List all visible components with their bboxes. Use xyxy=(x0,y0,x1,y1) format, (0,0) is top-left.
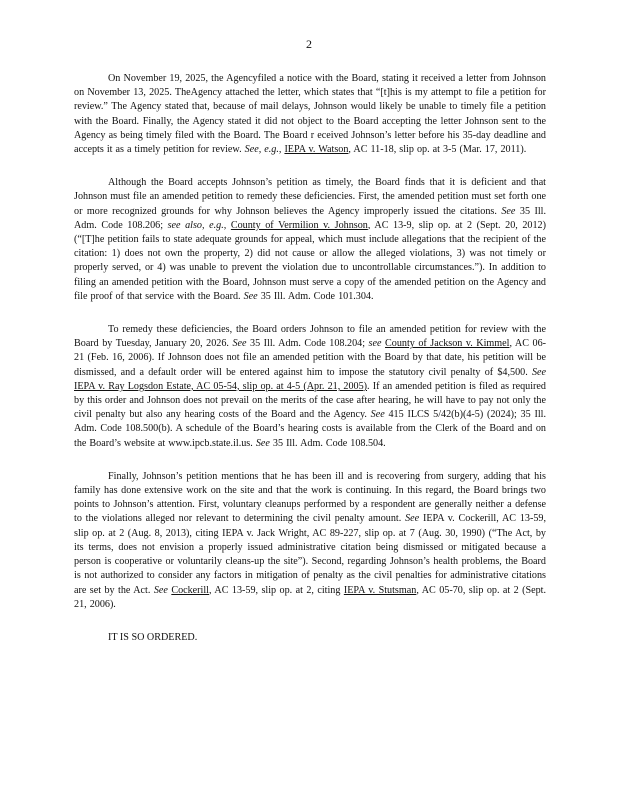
citation-signal: See xyxy=(501,205,516,217)
paragraph-remedy-deadline xyxy=(74,323,546,451)
paragraph-text-run: , AC 13-9, slip op. at 2 (Sept. 20, 2012) (“[T]he petition fails to state adequate grounds for appeal, which must include allegations that the recipient of the citation: 1) does not own the property, 2) did not cause or allow the alleged violations, 3) was not timely or properly served, or 4) was unable to prevent the violation due to uncontrollable circumstances.”). In addition to filing an amended petition with the Board, Johnson must serve a copy of the amended petition on the Agency and file proof of that service with the Board. xyxy=(74,219,546,302)
paragraph-text-run: . If an amended petition is filed as required by this order and Johnson does not prevail on the merits of the case after hearing, he will have to pay not only the civil penalty but also any hearing costs of the Board and the Agency. xyxy=(74,380,546,421)
paragraph-text-run: 35 Ill. Adm. Code 108.204; xyxy=(246,338,369,350)
paragraph-text-run: , AC 13-59, slip op. at 2, citing xyxy=(209,584,344,596)
citation-signal: See xyxy=(531,366,546,378)
paragraph-text-run: , AC 05-70, slip op. at 2 (Sept. 21, 2006). xyxy=(74,584,547,610)
case-citation: IEPA v. Stutsman xyxy=(343,584,417,596)
paragraph-text-run: 35 Ill. Adm. Code 108.206; xyxy=(74,205,547,231)
paragraph-text-run: , AC 11-18, slip op. at 3-5 (Mar. 17, 2011). xyxy=(348,144,527,156)
case-citation: County of Vermilion v. Johnson xyxy=(230,219,368,231)
order-body xyxy=(74,72,546,645)
citation-signal: See xyxy=(370,409,385,421)
paragraph-text-run: On November 19, 2025, the Agencyfiled a notice with the Board, stating it received a letter from Johnson on November 13, 2025. TheAgency attached the letter, which states that “[t]his is my attempt to file a petition for review.” The Agency stated that, because of mail delays, Johnson would likely be unable to timely file a petition with the Board. Finally, the Agency stated it did not object to the Board accepting the letter Johnson sent to the Agency as being timely filed with the Board. The Board r eceived Johnson’s letter before his 35-day deadline and accepts it as a timely petition for review. xyxy=(74,73,546,156)
citation-signal: See xyxy=(153,584,168,596)
paragraph-text-run: To remedy these deficiencies, the Board orders Johnson to file an amended petition for review with the Board by Tuesday, January 20, 2026. xyxy=(74,324,546,350)
case-citation: Cockerill xyxy=(171,584,209,596)
paragraph-text-run: IEPA v. Cockerill, AC 13-59, slip op. at 2 (Aug. 8, 2013), citing IEPA v. Jack Wright, AC 89-227, slip op. at 7 (Aug. 30, 1990) (“The Act, by its terms, does not envision a properly issued administrative citation being dismissed or mitigated because a person is cooperative or voluntarily cleans-up the site”). Second, regarding Johnson’s health problems, the Board is not authorized to consider any factors in mitigation of penalty as the civil penalties for administrative citations are set by the Act. xyxy=(74,513,547,596)
paragraph-text-run: 415 ILCS 5/42(b)(4-5) (2024); 35 Ill. Adm. Code 108.500(b). A schedule of the Board’s hearing costs is available from the Clerk of the Board and on the Board’s website at www.ipcb.state.il.us. xyxy=(74,409,546,449)
paragraph-text-run: , AC 06-21 (Feb. 16, 2006). If Johnson does not file an amended petition with the Board by that date, his petition will be dismissed, and a default order will be entered against him to impose the statutory civil penalty of $4,500. xyxy=(74,338,546,378)
paragraph-mitigation xyxy=(74,470,546,612)
paragraph-text-run: Although the Board accepts Johnson’s petition as timely, the Board finds that it is deficient and that Johnson must file an amended petition to remedy these deficiencies. First, the amended petition must set forth one or more recognized grounds for why Johnson believes the Agency improperly issued the citations. xyxy=(74,177,546,217)
citation-signal: see xyxy=(368,338,382,350)
case-citation: IEPA v. Ray Logsdon Estate, AC 05-54, slip op. at 4-5 (Apr. 21, 2005) xyxy=(74,380,368,392)
citation-signal: See xyxy=(232,338,247,350)
closing-order-statement: IT IS SO ORDERED. xyxy=(108,631,198,643)
citation-signal: see also, e.g., xyxy=(167,219,227,231)
citation-signal: See xyxy=(255,437,270,449)
case-citation: County of Jackson v. Kimmel xyxy=(385,338,510,350)
paragraph-deficiencies xyxy=(74,176,546,304)
citation-signal: See xyxy=(243,290,258,302)
paragraph-text-run: 35 Ill. Adm. Code 108.504. xyxy=(269,437,386,449)
paragraph-text-run: 35 Ill. Adm. Code 101.304. xyxy=(257,290,374,302)
case-citation: IEPA v. Watson xyxy=(284,144,349,156)
page-number: 2 xyxy=(306,37,312,51)
citation-signal: See xyxy=(405,513,420,525)
citation-signal: See, e.g., xyxy=(244,144,282,156)
paragraph-text-run: Finally, Johnson’s petition mentions that he has been ill and is recovering from surgery, adding that his family has done extensive work on the site and that the work is continuing. In this regard, the Board brings two points to Johnson’s attention. First, voluntary cleanups performed by a respondent are generally neither a defense to the violations alleged nor relevant to determining the civil penalty amount. xyxy=(74,470,546,525)
paragraph-timely-filing xyxy=(74,72,546,157)
